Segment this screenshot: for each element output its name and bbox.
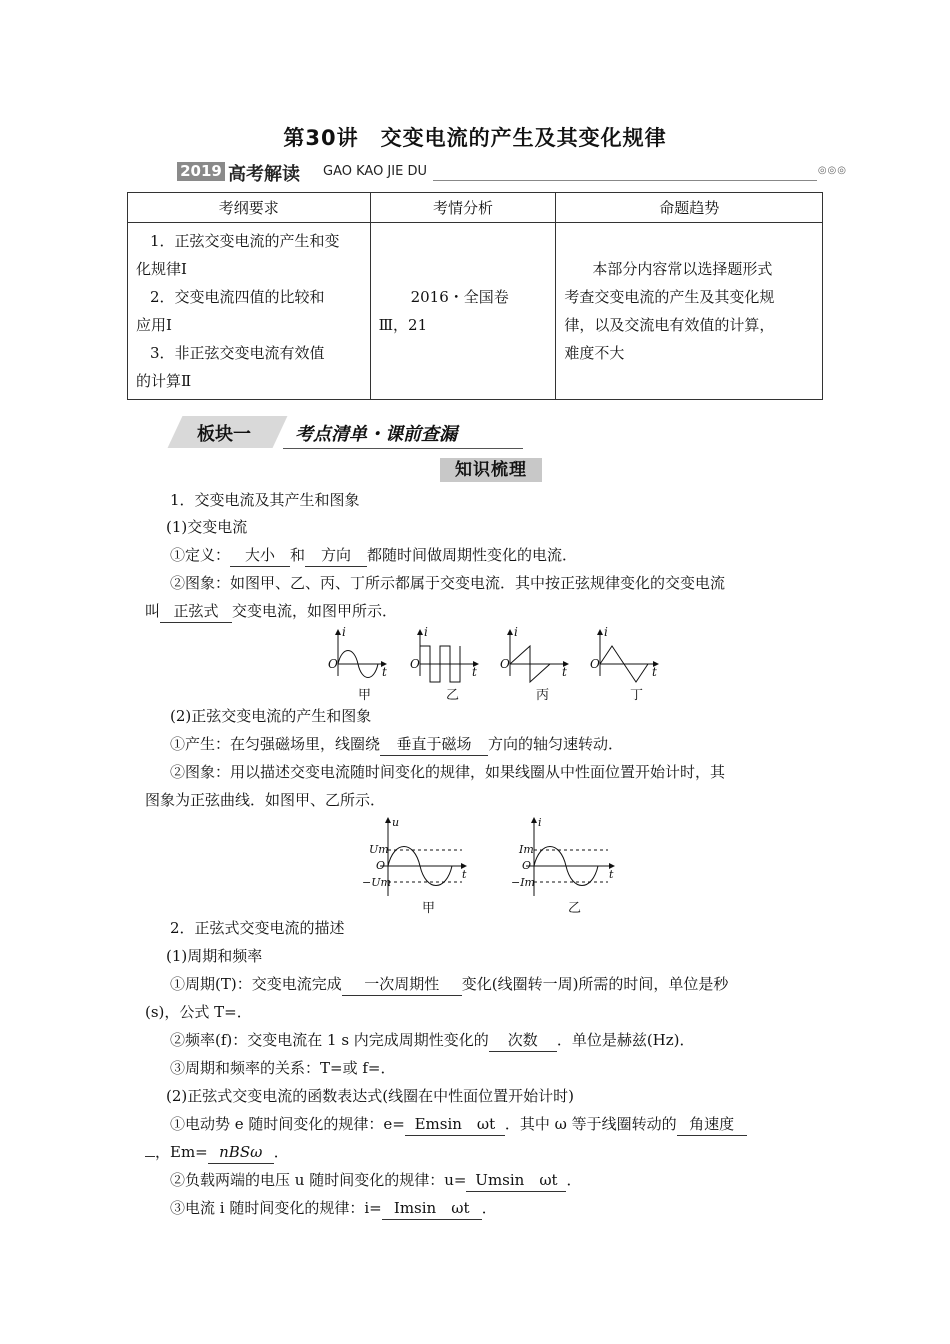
emf-line: ①电动势 e 随时间变化的规律：e= Emsin ωt ．其中 ω 等于线圈转动的 角速度 [170, 1113, 747, 1136]
banner-year: 2019 [177, 162, 225, 181]
current-line: ③电流 i 随时间变化的规律：i= Imsin ωt ． [170, 1197, 497, 1220]
heading-1b: (2)正弦交变电流的产生和图象 [170, 707, 372, 725]
im-label: Im [519, 843, 534, 856]
axis-t-label: t [382, 665, 387, 679]
graph-line-1: ②图象：如图甲、乙、丙、丁所示都属于交变电流．其中按正弦规律变化的交变电流 [170, 574, 726, 592]
heading-2a: (1)周期和频率 [166, 947, 263, 965]
definition-line: ①定义： 大小 和 方向 都随时间做周期性变化的电流． [170, 544, 577, 567]
axis-t-label: t [652, 665, 657, 679]
axis-u-label: u [392, 816, 400, 829]
axis-t-label: t [472, 665, 477, 679]
heading-2b: (2)正弦式交变电流的函数表达式(线圈在中性面位置开始计时) [166, 1087, 574, 1105]
frequency-line: ②频率(f)：交变电流在 1 s 内完成周期性变化的 次数 ．单位是赫兹(Hz)． [170, 1029, 695, 1052]
figure-caption: 丙 [536, 688, 550, 703]
answer-blank: Umsin ωt [466, 1169, 566, 1192]
banner-title: 高考解读 [228, 164, 300, 185]
heading-1a: (1)交变电流 [166, 518, 248, 536]
answer-blank: nBSω [208, 1141, 274, 1164]
answer-blank: 方向 [305, 544, 367, 567]
period-line: ①周期(T)：交变电流完成 一次周期性 变化(线圈转一周)所需的时间，单位是秒 [170, 973, 728, 996]
origin-label: O [522, 859, 532, 872]
axis-i-label: i [604, 625, 608, 639]
um-label: Um [369, 843, 389, 856]
subsection-title: 知识梳理 [440, 458, 542, 482]
figure-caption: 甲 [358, 688, 372, 703]
axis-i-label: i [538, 816, 542, 829]
answer-blank: 一次周期性 [342, 973, 462, 996]
axis-i-label: i [424, 625, 428, 639]
axis-i-label: i [342, 625, 346, 639]
axis-t-label: t [562, 665, 567, 679]
table-header: 考情分析 [370, 193, 556, 223]
origin-label: O [590, 657, 600, 671]
origin-label: O [376, 859, 386, 872]
answer-blank: Emsin ωt [405, 1113, 505, 1136]
figure-caption: 乙 [568, 901, 582, 916]
axis-t-label: t [462, 868, 467, 881]
table-header: 命题趋势 [556, 193, 823, 223]
answer-blank-tail [145, 1156, 155, 1157]
table-header: 考纲要求 [128, 193, 371, 223]
table-cell-requirements: 1．正弦交变电流的产生和变 化规律Ⅰ 2．交变电流四值的比较和 应用Ⅰ 3．非正弦交变电流有效值 的计算Ⅱ [128, 223, 371, 400]
heading-2: 2．正弦式交变电流的描述 [170, 919, 345, 937]
graph-desc-line-1: ②图象：用以描述交变电流随时间变化的规律，如果线圈从中性面位置开始计时，其 [170, 763, 726, 781]
origin-label: O [410, 657, 420, 671]
answer-blank: 正弦式 [160, 600, 232, 623]
answer-blank: Imsin ωt [382, 1197, 482, 1220]
heading-1: 1．交变电流及其产生和图象 [170, 491, 360, 509]
waveforms-figure [320, 624, 670, 704]
axis-t-label: t [609, 868, 614, 881]
neg-um-label: −Um [362, 876, 391, 889]
axis-i-label: i [514, 625, 518, 639]
voltage-line: ②负载两端的电压 u 随时间变化的规律：u= Umsin ωt ． [170, 1169, 581, 1192]
emf-max-line: ，Em= nBSω ． [145, 1141, 289, 1164]
exam-table [127, 192, 823, 400]
table-cell-trend: 本部分内容常以选择题形式 考查交变电流的产生及其变化规 律，以及交流电有效值的计算， 难度不大 [556, 223, 823, 400]
exam-banner [177, 160, 847, 185]
section-header [175, 416, 525, 448]
answer-blank: 垂直于磁场 [380, 733, 488, 756]
figure-caption: 甲 [422, 901, 436, 916]
section-title: 考点清单・课前查漏 [295, 424, 457, 445]
generation-line: ①产生：在匀强磁场里，线圈绕 垂直于磁场 方向的轴匀速转动． [170, 733, 623, 756]
banner-subtitle: GAO KAO JIE DU [323, 164, 427, 179]
banner-dots-icon: ◎◎◎ [817, 165, 847, 176]
figure-caption: 乙 [446, 688, 460, 703]
origin-label: O [500, 657, 510, 671]
figure-caption: 丁 [630, 688, 644, 703]
sine-curves-figure [358, 814, 628, 918]
graph-line-2: 叫 正弦式 交变电流，如图甲所示． [145, 600, 397, 623]
page-title: 第30讲 交变电流的产生及其变化规律 [283, 126, 667, 150]
answer-blank: 大小 [230, 544, 290, 567]
graph-desc-line-2: 图象为正弦曲线．如图甲、乙所示． [145, 791, 386, 809]
period-formula-line: (s)，公式 T=． [145, 1003, 252, 1021]
neg-im-label: −Im [511, 876, 535, 889]
answer-blank: 次数 [489, 1029, 557, 1052]
banner-divider [433, 180, 817, 181]
table-cell-analysis: 2016・全国卷 Ⅲ，21 [370, 223, 556, 400]
answer-blank: 角速度 [677, 1113, 747, 1136]
relation-line: ③周期和频率的关系：T=或 f=． [170, 1059, 396, 1077]
origin-label: O [328, 657, 338, 671]
section-number: 板块一 [197, 424, 251, 445]
